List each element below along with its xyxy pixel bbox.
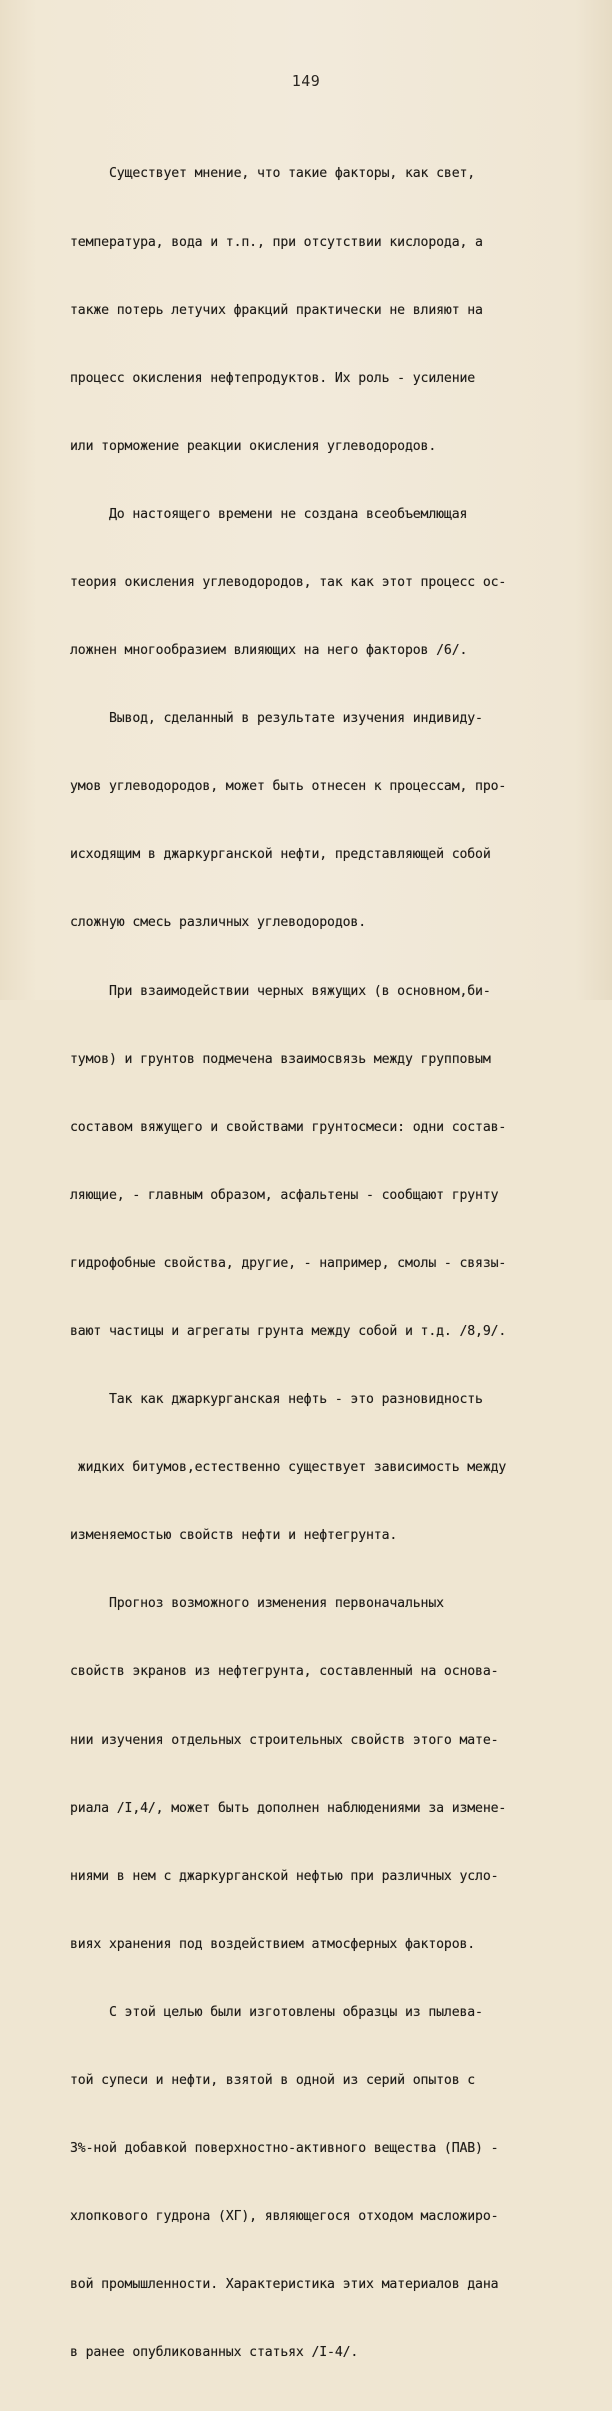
text-line: ляющие, - главным образом, асфальтены - сообщают грунту	[70, 1187, 499, 1203]
text-line: нии изучения отдельных строительных свойств этого мате-	[70, 1732, 499, 1748]
text-line: При взаимодействии черных вяжущих (в основном,би-	[70, 983, 491, 999]
text-line: Существует мнение, что такие факторы, как свет,	[70, 166, 476, 182]
text-line: вой промышленности. Характеристика этих материалов дана	[70, 2277, 499, 2293]
text-line: жидких битумов,естественно существует зависимость между	[70, 1460, 507, 1476]
page-number: 149	[291, 72, 321, 90]
body-text	[70, 118, 590, 2411]
text-line: Прогноз возможного изменения первоначальных	[70, 1596, 444, 1612]
text-line: или торможение реакции окисления углеводородов.	[70, 438, 437, 454]
text-line: До настоящего времени не создана всеобъемлющая	[70, 506, 468, 522]
text-line: составом вяжущего и свойствами грунтосмеси: одни состав-	[70, 1119, 507, 1135]
text-line: свойств экранов из нефтегрунта, составленный на основа-	[70, 1664, 499, 1680]
text-line: той супеси и нефти, взятой в одной из серий опытов с	[70, 2073, 476, 2089]
text-line: 3%-ной добавкой поверхностно-активного вещества (ПАВ) -	[70, 2141, 499, 2157]
text-line: сложную смесь различных углеводородов.	[70, 915, 367, 931]
text-line: изменяемостью свойств нефти и нефтегрунта.	[70, 1528, 398, 1544]
text-line: вают частицы и агрегаты грунта между собой и т.д. /8,9/.	[70, 1324, 507, 1339]
text-line: Вывод, сделанный в результате изучения индивиду-	[70, 711, 483, 727]
text-line: Так как джаркурганская нефть - это разновидность	[70, 1392, 483, 1408]
text-line: ложнен многообразием влияющих на него факторов /6/.	[70, 643, 468, 659]
text-line: гидрофобные свойства, другие, - например, смолы - связы-	[70, 1255, 507, 1271]
text-line: риала /I,4/, может быть дополнен наблюдениями за измене-	[70, 1800, 507, 1816]
text-line: виях хранения под воздействием атмосферных факторов.	[70, 1936, 476, 1952]
text-line: исходящим в джаркурганской нефти, представляющей собой	[70, 847, 491, 863]
text-line: умов углеводородов, может быть отнесен к процессам, про-	[70, 779, 507, 795]
text-line: теория окисления углеводородов, так как этот процесс ос-	[70, 574, 507, 590]
text-line: С этой целью были изготовлены образцы из пылева-	[70, 2004, 483, 2020]
text-line: также потерь летучих фракций практически не влияют на	[70, 302, 483, 318]
text-line: ниями в нем с джаркурганской нефтью при различных усло-	[70, 1868, 499, 1884]
text-line: в ранее опубликованных статьях /I-4/.	[70, 2345, 359, 2361]
text-line: тумов) и грунтов подмечена взаимосвязь между групповым	[70, 1051, 491, 1067]
text-line: хлопкового гудрона (ХГ), являющегося отходом масложиро-	[70, 2209, 499, 2225]
text-line: процесс окисления нефтепродуктов. Их роль - усиление	[70, 370, 476, 386]
text-line: температура, вода и т.п., при отсутствии кислорода, а	[70, 234, 483, 250]
